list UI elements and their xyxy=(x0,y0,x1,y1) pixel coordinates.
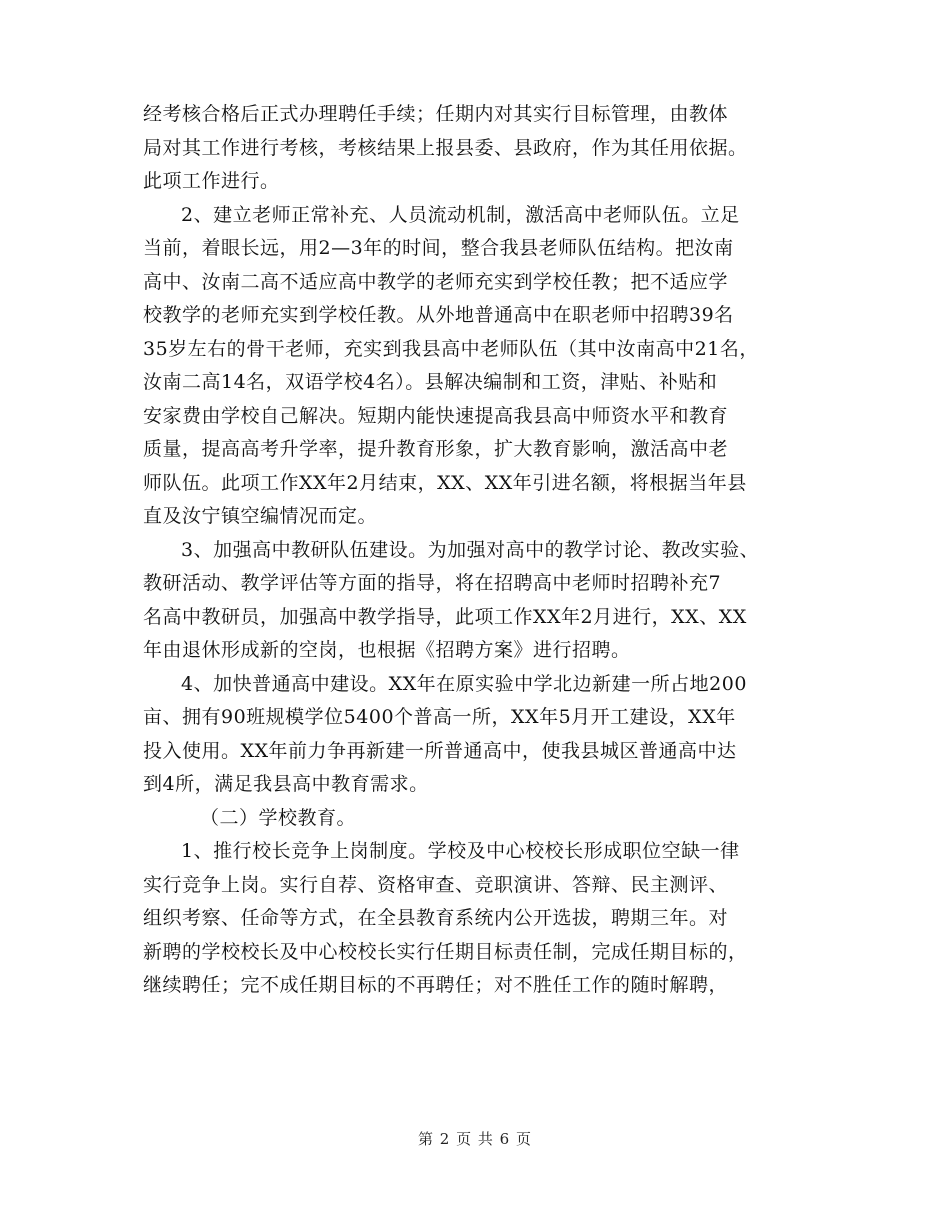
text-line: 高中、汝南二高不适应高中教学的老师充实到学校任教；把不适应学 xyxy=(143,270,729,293)
text-line: 安家费由学校自己解决。短期内能快速提高我县高中师资水平和教育 xyxy=(143,404,729,427)
text-line: 3、加强高中教研队伍建设。为加强对高中的教学讨论、教改实验、 xyxy=(181,538,760,561)
text-line: （二）学校教育。 xyxy=(200,806,357,829)
text-line: 教研活动、教学评估等方面的指导，将在招聘高中老师时招聘补充7 xyxy=(143,572,722,594)
text-line: 年由退休形成新的空岗，也根据《招聘方案》进行招聘。 xyxy=(143,639,631,661)
text-line: 到4所，满足我县高中教育需求。 xyxy=(143,773,429,795)
text-line: 师队伍。此项工作XX年2月结束，XX、XX年引进名额，将根据当年县 xyxy=(143,471,747,494)
text-line: 此项工作进行。 xyxy=(143,170,280,192)
text-line: 35岁左右的骨干老师，充实到我县高中老师队伍（其中汝南高中21名， xyxy=(143,337,759,360)
text-line: 局对其工作进行考核，考核结果上报县委、县政府，作为其任用依据。 xyxy=(143,136,748,159)
text-line: 投入使用。XX年前力争再新建一所普通高中，使我县城区普通高中达 xyxy=(143,739,737,762)
text-line: 当前，着眼长远，用2—3年的时间，整合我县老师队伍结构。把汝南 xyxy=(143,237,734,259)
text-line: 继续聘任；完不成任期目标的不再聘任；对不胜任工作的随时解聘， xyxy=(143,974,729,996)
text-line: 新聘的学校校长及中心校校长实行任期目标责任制，完成任期目标的， xyxy=(143,940,748,963)
text-line: 经考核合格后正式办理聘任手续；任期内对其实行目标管理，由教体 xyxy=(143,103,729,125)
text-line: 名高中教研员，加强高中教学指导，此项工作XX年2月进行，XX、XX xyxy=(143,605,747,628)
text-line: 2、建立老师正常补充、人员流动机制，激活高中老师队伍。立足 xyxy=(181,203,740,226)
text-line: 直及汝宁镇空编情况而定。 xyxy=(143,505,378,527)
text-line: 亩、拥有90班规模学位5400个普高一所，XX年5月开工建设，XX年 xyxy=(143,706,736,728)
text-line: 实行竞争上岗。实行自荐、资格审查、竞职演讲、答辩、民主测评、 xyxy=(143,873,729,896)
page-footer: 第 2 页 共 6 页 xyxy=(418,1130,532,1148)
text-line: 1、推行校长竞争上岗制度。学校及中心校校长形成职位空缺一律 xyxy=(181,840,740,862)
text-line: 组织考察、任命等方式，在全县教育系统内公开选拔，聘期三年。对 xyxy=(143,907,729,929)
text-line: 校教学的老师充实到学校任教。从外地普通高中在职老师中招聘39名 xyxy=(143,304,734,326)
text-line: 汝南二高14名，双语学校4名）。县解决编制和工资，津贴、补贴和 xyxy=(143,371,718,393)
body-text xyxy=(143,98,823,1003)
text-line: 4、加快普通高中建设。XX年在原实验中学北边新建一所占地200 xyxy=(181,672,747,695)
text-line: 质量，提高高考升学率，提升教育形象，扩大教育影响，激活高中老 xyxy=(143,438,729,460)
